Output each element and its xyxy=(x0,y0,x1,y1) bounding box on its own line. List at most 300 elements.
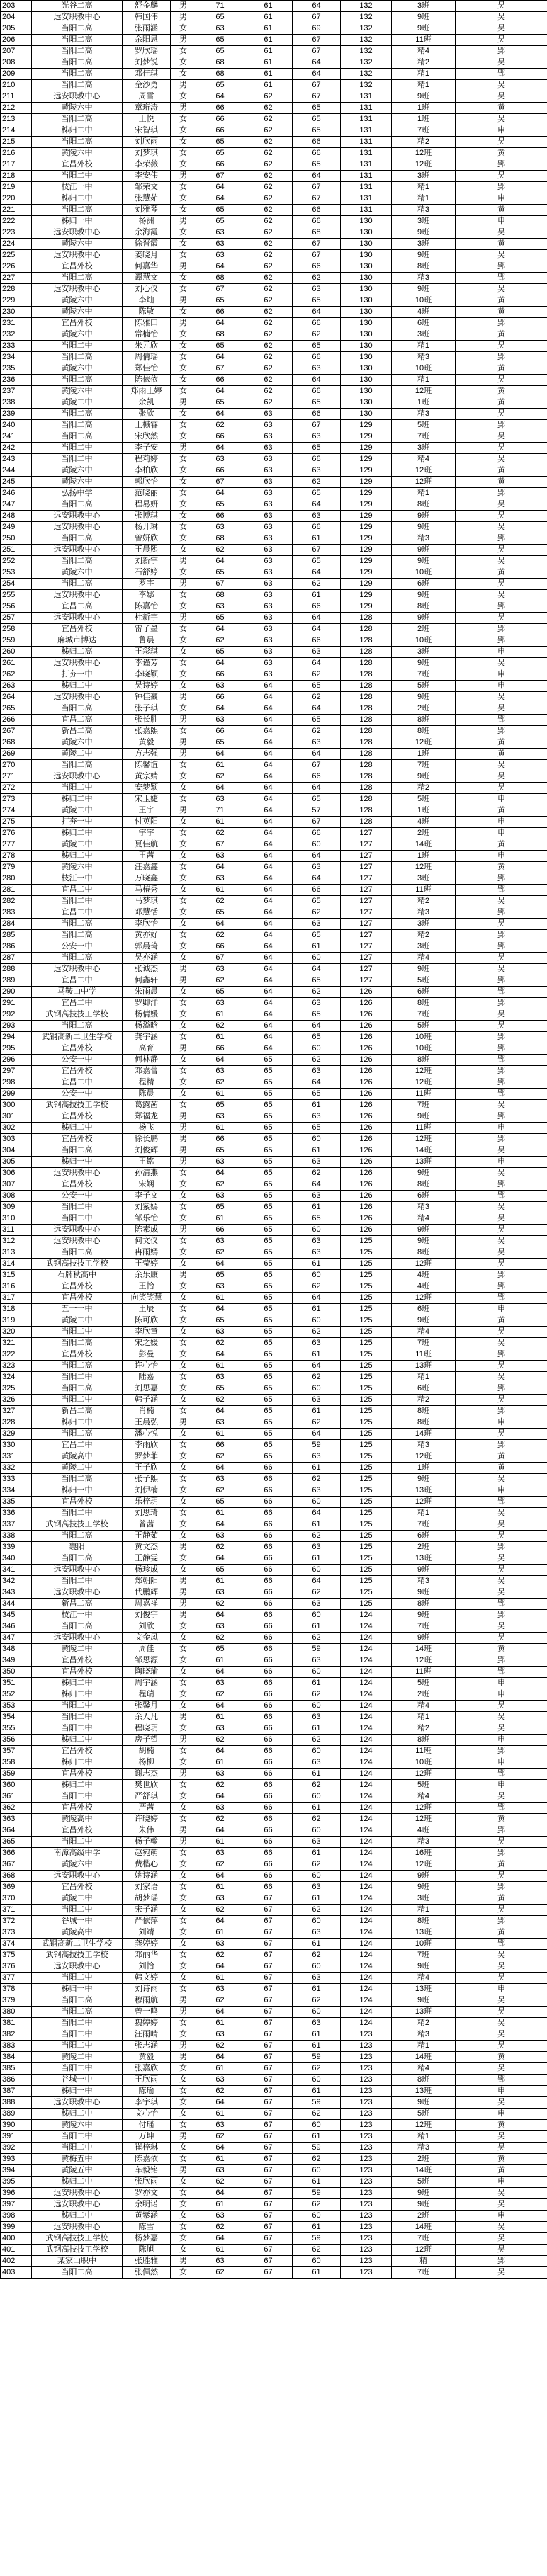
total-cell: 128 xyxy=(341,647,392,658)
total-cell: 125 xyxy=(341,1497,392,1508)
class-cell: 精3 xyxy=(392,2143,456,2154)
region-cell: 郢 xyxy=(456,726,547,737)
school-cell: 当阳二中 xyxy=(32,896,123,907)
name-cell: 何嘉华 xyxy=(123,261,171,273)
score1-cell: 62 xyxy=(196,1905,244,1916)
table-row xyxy=(1,2029,547,2041)
score2-cell: 66 xyxy=(244,1633,293,1644)
gender-cell: 女 xyxy=(171,1984,196,1995)
table-row xyxy=(1,1633,547,1644)
table-row xyxy=(1,726,547,737)
name-cell: 邹乐怡 xyxy=(123,1213,171,1225)
rank-cell: 403 xyxy=(1,2267,32,2279)
school-cell: 黄陵六中 xyxy=(32,567,123,579)
gender-cell: 男 xyxy=(171,103,196,114)
region-cell: 吴 xyxy=(456,227,547,239)
score3-cell: 59 xyxy=(293,2233,341,2245)
gender-cell: 男 xyxy=(171,1837,196,1848)
gender-cell: 男 xyxy=(171,1225,196,1236)
region-cell: 申 xyxy=(456,1757,547,1769)
total-cell: 123 xyxy=(341,2041,392,2052)
class-cell: 8班 xyxy=(392,1247,456,1259)
score3-cell: 61 xyxy=(293,2041,341,2052)
table-row xyxy=(1,2018,547,2029)
class-cell: 8班 xyxy=(392,601,456,613)
rank-cell: 286 xyxy=(1,941,32,953)
school-cell: 宜昌二中 xyxy=(32,1440,123,1451)
total-cell: 123 xyxy=(341,2199,392,2211)
score1-cell: 63 xyxy=(196,1157,244,1168)
total-cell: 124 xyxy=(341,1667,392,1678)
name-cell: 王晨熙 xyxy=(123,545,171,556)
class-cell: 1班 xyxy=(392,103,456,114)
score1-cell: 62 xyxy=(196,635,244,647)
score1-cell: 64 xyxy=(196,1961,244,1973)
rank-cell: 337 xyxy=(1,1519,32,1531)
class-cell: 12班 xyxy=(392,159,456,171)
score2-cell: 62 xyxy=(244,375,293,386)
table-row xyxy=(1,1440,547,1451)
table-row xyxy=(1,1746,547,1757)
region-cell: 郢 xyxy=(456,987,547,998)
name-cell: 黄毅 xyxy=(123,737,171,749)
gender-cell: 男 xyxy=(171,692,196,703)
score2-cell: 65 xyxy=(244,1293,293,1304)
score2-cell: 63 xyxy=(244,443,293,454)
table-row xyxy=(1,1247,547,1259)
score2-cell: 66 xyxy=(244,1791,293,1803)
score3-cell: 61 xyxy=(293,1803,341,1814)
class-cell: 7班 xyxy=(392,1009,456,1021)
school-cell: 当阳二高 xyxy=(32,919,123,930)
rank-cell: 239 xyxy=(1,409,32,420)
total-cell: 130 xyxy=(341,375,392,386)
score3-cell: 63 xyxy=(293,363,341,375)
region-cell: 郢 xyxy=(456,318,547,329)
name-cell: 刘欣 xyxy=(123,1621,171,1633)
score1-cell: 65 xyxy=(196,397,244,409)
table-row xyxy=(1,1157,547,1168)
rank-cell: 393 xyxy=(1,2154,32,2165)
gender-cell: 男 xyxy=(171,1735,196,1746)
name-cell: 陶晓瑜 xyxy=(123,1667,171,1678)
table-row xyxy=(1,2041,547,2052)
score1-cell: 61 xyxy=(196,2245,244,2256)
class-cell: 精1 xyxy=(392,69,456,80)
score3-cell: 61 xyxy=(293,1519,341,1531)
school-cell: 宜昌二高 xyxy=(32,601,123,613)
score1-cell: 64 xyxy=(196,1168,244,1179)
gender-cell: 女 xyxy=(171,1077,196,1089)
score2-cell: 67 xyxy=(244,1916,293,1927)
score3-cell: 60 xyxy=(293,1565,341,1576)
score1-cell: 63 xyxy=(196,1066,244,1077)
table-row xyxy=(1,1,547,12)
name-cell: 石舒婷 xyxy=(123,567,171,579)
class-cell: 9班 xyxy=(392,590,456,601)
total-cell: 124 xyxy=(341,1882,392,1893)
name-cell: 万坤 xyxy=(123,2131,171,2143)
class-cell: 13班 xyxy=(392,1553,456,1565)
score2-cell: 66 xyxy=(244,1565,293,1576)
score3-cell: 63 xyxy=(293,1338,341,1349)
score3-cell: 64 xyxy=(293,658,341,669)
class-cell: 精4 xyxy=(392,1973,456,1984)
class-cell: 9班 xyxy=(392,1111,456,1123)
total-cell: 124 xyxy=(341,1746,392,1757)
score1-cell: 64 xyxy=(196,2007,244,2018)
name-cell: 陈嘉依 xyxy=(123,2154,171,2165)
score1-cell: 61 xyxy=(196,760,244,771)
rank-cell: 211 xyxy=(1,91,32,103)
gender-cell: 女 xyxy=(171,2109,196,2120)
score1-cell: 61 xyxy=(196,1576,244,1587)
rank-cell: 235 xyxy=(1,363,32,375)
region-cell: 吴 xyxy=(456,341,547,352)
school-cell: 远安职教中心 xyxy=(32,1587,123,1599)
rank-cell: 379 xyxy=(1,1995,32,2007)
score2-cell: 65 xyxy=(244,1077,293,1089)
table-row xyxy=(1,2086,547,2097)
score2-cell: 65 xyxy=(244,1429,293,1440)
score3-cell: 64 xyxy=(293,57,341,69)
score3-cell: 67 xyxy=(293,182,341,193)
class-cell: 8班 xyxy=(392,2075,456,2086)
school-cell: 黄陵二中 xyxy=(32,839,123,851)
class-cell: 9班 xyxy=(392,284,456,295)
score2-cell: 63 xyxy=(244,488,293,499)
table-row xyxy=(1,2211,547,2222)
region-cell: 黄 xyxy=(456,1315,547,1327)
school-cell: 宜昌二中 xyxy=(32,1077,123,1089)
total-cell: 130 xyxy=(341,329,392,341)
score1-cell: 62 xyxy=(196,2086,244,2097)
table-row xyxy=(1,681,547,692)
table-row xyxy=(1,953,547,964)
class-cell: 3班 xyxy=(392,443,456,454)
total-cell: 132 xyxy=(341,46,392,57)
score2-cell: 64 xyxy=(244,1043,293,1055)
total-cell: 124 xyxy=(341,1689,392,1701)
score1-cell: 63 xyxy=(196,1769,244,1780)
gender-cell: 女 xyxy=(171,1179,196,1191)
table-row xyxy=(1,363,547,375)
total-cell: 123 xyxy=(341,2211,392,2222)
score3-cell: 66 xyxy=(293,352,341,363)
total-cell: 131 xyxy=(341,182,392,193)
class-cell: 8班 xyxy=(392,1599,456,1610)
score1-cell: 62 xyxy=(196,1814,244,1825)
rank-cell: 251 xyxy=(1,545,32,556)
score1-cell: 63 xyxy=(196,454,244,465)
score2-cell: 66 xyxy=(244,1825,293,1837)
name-cell: 王子欣 xyxy=(123,1463,171,1474)
total-cell: 126 xyxy=(341,1157,392,1168)
score3-cell: 63 xyxy=(293,1395,341,1406)
rank-cell: 274 xyxy=(1,805,32,817)
score2-cell: 64 xyxy=(244,692,293,703)
gender-cell: 男 xyxy=(171,1417,196,1429)
region-cell: 吴 xyxy=(456,2029,547,2041)
total-cell: 124 xyxy=(341,1735,392,1746)
total-cell: 126 xyxy=(341,1123,392,1134)
school-cell: 当阳二高 xyxy=(32,431,123,443)
region-cell: 吴 xyxy=(456,1791,547,1803)
score3-cell: 60 xyxy=(293,1610,341,1621)
gender-cell: 女 xyxy=(171,1451,196,1463)
score2-cell: 67 xyxy=(244,2120,293,2131)
name-cell: 周倩瑶 xyxy=(123,352,171,363)
score2-cell: 64 xyxy=(244,964,293,975)
name-cell: 郑福龙 xyxy=(123,1111,171,1123)
score1-cell: 66 xyxy=(196,669,244,681)
total-cell: 125 xyxy=(341,1553,392,1565)
school-cell: 打夯一中 xyxy=(32,817,123,828)
name-cell: 刘靖 xyxy=(123,1927,171,1939)
school-cell: 当阳二高 xyxy=(32,69,123,80)
score1-cell: 61 xyxy=(196,1973,244,1984)
score3-cell: 65 xyxy=(293,488,341,499)
region-cell: 吴 xyxy=(456,1213,547,1225)
region-cell: 吴 xyxy=(456,2097,547,2109)
gender-cell: 女 xyxy=(171,1905,196,1916)
region-cell: 黄 xyxy=(456,737,547,749)
name-cell: 余凯 xyxy=(123,397,171,409)
class-cell: 4班 xyxy=(392,817,456,828)
score1-cell: 64 xyxy=(196,1519,244,1531)
rank-cell: 298 xyxy=(1,1077,32,1089)
score3-cell: 67 xyxy=(293,46,341,57)
class-cell: 4班 xyxy=(392,1281,456,1293)
rank-cell: 250 xyxy=(1,533,32,545)
total-cell: 124 xyxy=(341,1973,392,1984)
name-cell: 曾妍欣 xyxy=(123,533,171,545)
score1-cell: 62 xyxy=(196,1633,244,1644)
gender-cell: 女 xyxy=(171,477,196,488)
score2-cell: 62 xyxy=(244,137,293,148)
gender-cell: 女 xyxy=(171,635,196,647)
table-row xyxy=(1,1179,547,1191)
table-row xyxy=(1,341,547,352)
score3-cell: 64 xyxy=(293,964,341,975)
gender-cell: 女 xyxy=(171,794,196,805)
gender-cell: 女 xyxy=(171,862,196,873)
total-cell: 124 xyxy=(341,1825,392,1837)
gender-cell: 女 xyxy=(171,227,196,239)
score1-cell: 63 xyxy=(196,1621,244,1633)
total-cell: 130 xyxy=(341,216,392,227)
rank-cell: 377 xyxy=(1,1973,32,1984)
gender-cell: 男 xyxy=(171,1111,196,1123)
rank-cell: 227 xyxy=(1,273,32,284)
name-cell: 张佩然 xyxy=(123,2267,171,2279)
class-cell: 精1 xyxy=(392,375,456,386)
name-cell: 郭欣怡 xyxy=(123,477,171,488)
score1-cell: 63 xyxy=(196,1803,244,1814)
total-cell: 128 xyxy=(341,715,392,726)
total-cell: 126 xyxy=(341,1077,392,1089)
class-cell: 2班 xyxy=(392,828,456,839)
region-cell: 吴 xyxy=(456,1701,547,1712)
score3-cell: 61 xyxy=(293,1145,341,1157)
score2-cell: 66 xyxy=(244,1757,293,1769)
region-cell: 黄 xyxy=(456,205,547,216)
name-cell: 刘心仪 xyxy=(123,284,171,295)
class-cell: 6班 xyxy=(392,1531,456,1542)
rank-cell: 320 xyxy=(1,1327,32,1338)
score1-cell: 65 xyxy=(196,1315,244,1327)
score3-cell: 60 xyxy=(293,1916,341,1927)
score3-cell: 69 xyxy=(293,23,341,35)
class-cell: 5班 xyxy=(392,1780,456,1791)
class-cell: 13班 xyxy=(392,1361,456,1372)
score1-cell: 64 xyxy=(196,2097,244,2109)
table-row xyxy=(1,635,547,647)
total-cell: 128 xyxy=(341,658,392,669)
score2-cell: 67 xyxy=(244,2222,293,2233)
table-row xyxy=(1,1100,547,1111)
school-cell: 当阳二中 xyxy=(32,454,123,465)
region-cell: 吴 xyxy=(456,1327,547,1338)
score3-cell: 62 xyxy=(293,273,341,284)
score3-cell: 65 xyxy=(293,443,341,454)
region-cell: 郢 xyxy=(456,1134,547,1145)
score2-cell: 65 xyxy=(244,1383,293,1395)
school-cell: 马鞍山中学 xyxy=(32,987,123,998)
class-cell: 3班 xyxy=(392,941,456,953)
rank-cell: 339 xyxy=(1,1542,32,1553)
region-cell: 郢 xyxy=(456,1043,547,1055)
score3-cell: 63 xyxy=(293,1927,341,1939)
total-cell: 125 xyxy=(341,1542,392,1553)
rank-cell: 308 xyxy=(1,1191,32,1202)
rank-cell: 324 xyxy=(1,1372,32,1383)
region-cell: 郢 xyxy=(456,46,547,57)
table-row xyxy=(1,2109,547,2120)
score1-cell: 63 xyxy=(196,227,244,239)
gender-cell: 女 xyxy=(171,2063,196,2075)
score1-cell: 65 xyxy=(196,1383,244,1395)
rank-cell: 278 xyxy=(1,851,32,862)
gender-cell: 男 xyxy=(171,556,196,567)
total-cell: 124 xyxy=(341,1905,392,1916)
name-cell: 宋子涵 xyxy=(123,1905,171,1916)
region-cell: 郢 xyxy=(456,907,547,919)
score2-cell: 66 xyxy=(244,1701,293,1712)
score1-cell: 64 xyxy=(196,1871,244,1882)
school-cell: 远安职教中心 xyxy=(32,771,123,783)
total-cell: 124 xyxy=(341,1939,392,1950)
region-cell: 吴 xyxy=(456,80,547,91)
rank-cell: 355 xyxy=(1,1723,32,1735)
region-cell: 黄 xyxy=(456,2165,547,2177)
name-cell: 余阳恩 xyxy=(123,35,171,46)
school-cell: 当阳二高 xyxy=(32,1621,123,1633)
table-row xyxy=(1,2233,547,2245)
score1-cell: 65 xyxy=(196,1565,244,1576)
region-cell: 吴 xyxy=(456,771,547,783)
score3-cell: 62 xyxy=(293,1814,341,1825)
score2-cell: 65 xyxy=(244,1395,293,1406)
rank-cell: 344 xyxy=(1,1599,32,1610)
rank-cell: 288 xyxy=(1,964,32,975)
region-cell: 吴 xyxy=(456,137,547,148)
score2-cell: 63 xyxy=(244,613,293,624)
score1-cell: 67 xyxy=(196,953,244,964)
rank-cell: 373 xyxy=(1,1927,32,1939)
gender-cell: 女 xyxy=(171,851,196,862)
rank-cell: 205 xyxy=(1,23,32,35)
score3-cell: 64 xyxy=(293,1508,341,1519)
class-cell: 7班 xyxy=(392,1100,456,1111)
class-cell: 5班 xyxy=(392,1021,456,1032)
score2-cell: 67 xyxy=(244,2041,293,2052)
table-row xyxy=(1,567,547,579)
table-row xyxy=(1,851,547,862)
rank-cell: 396 xyxy=(1,2188,32,2199)
name-cell: 王辰 xyxy=(123,1304,171,1315)
class-cell: 9班 xyxy=(392,1474,456,1485)
gender-cell: 女 xyxy=(171,601,196,613)
class-cell: 精1 xyxy=(392,1508,456,1519)
school-cell: 秭归一中 xyxy=(32,216,123,227)
score3-cell: 63 xyxy=(293,737,341,749)
total-cell: 124 xyxy=(341,1950,392,1961)
score3-cell: 62 xyxy=(293,477,341,488)
score1-cell: 62 xyxy=(196,1542,244,1553)
gender-cell: 男 xyxy=(171,2007,196,2018)
name-cell: 张欣 xyxy=(123,409,171,420)
name-cell: 王槭睿 xyxy=(123,420,171,431)
name-cell: 陈雅田 xyxy=(123,318,171,329)
gender-cell: 男 xyxy=(171,2131,196,2143)
name-cell: 宋智琪 xyxy=(123,125,171,137)
class-cell: 11班 xyxy=(392,1089,456,1100)
name-cell: 彭曼 xyxy=(123,1349,171,1361)
table-row xyxy=(1,80,547,91)
class-cell: 9班 xyxy=(392,23,456,35)
score1-cell: 66 xyxy=(196,307,244,318)
rank-cell: 388 xyxy=(1,2097,32,2109)
rank-cell: 255 xyxy=(1,590,32,601)
table-row xyxy=(1,1032,547,1043)
name-cell: 方志强 xyxy=(123,749,171,760)
table-row xyxy=(1,1961,547,1973)
rank-cell: 302 xyxy=(1,1123,32,1134)
total-cell: 132 xyxy=(341,12,392,23)
table-row xyxy=(1,533,547,545)
class-cell: 14班 xyxy=(392,1429,456,1440)
rank-cell: 369 xyxy=(1,1882,32,1893)
score1-cell: 64 xyxy=(196,919,244,930)
total-cell: 126 xyxy=(341,1202,392,1213)
gender-cell: 女 xyxy=(171,1633,196,1644)
score3-cell: 65 xyxy=(293,103,341,114)
class-cell: 12班 xyxy=(392,477,456,488)
rank-cell: 323 xyxy=(1,1361,32,1372)
class-cell: 12班 xyxy=(392,1451,456,1463)
total-cell: 125 xyxy=(341,1395,392,1406)
score2-cell: 66 xyxy=(244,1655,293,1667)
table-row xyxy=(1,420,547,431)
score1-cell: 64 xyxy=(196,556,244,567)
gender-cell: 女 xyxy=(171,1293,196,1304)
rank-cell: 264 xyxy=(1,692,32,703)
rank-cell: 402 xyxy=(1,2256,32,2267)
table-row xyxy=(1,1089,547,1100)
rank-cell: 243 xyxy=(1,454,32,465)
score1-cell: 63 xyxy=(196,2211,244,2222)
